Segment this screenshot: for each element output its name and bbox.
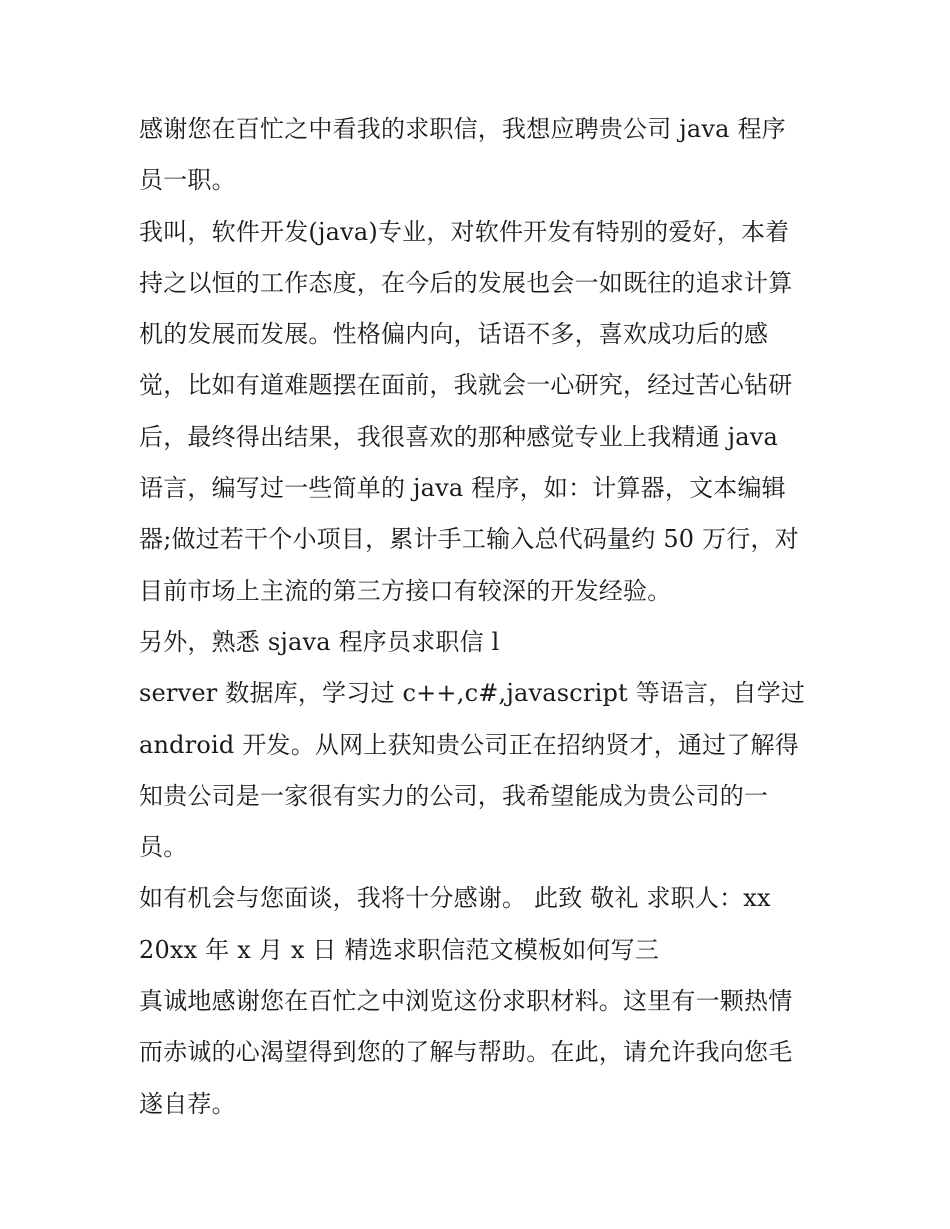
- text-line: 如有机会与您面谈，我将十分感谢。 此致 敬礼 求职人：xx: [139, 884, 771, 913]
- text-line: 遂自荐。: [139, 1089, 236, 1118]
- text-line: 真诚地感谢您在百忙之中浏览这份求职材料。这里有一颗热情: [139, 987, 793, 1016]
- text-line: 器;做过若干个小项目，累计手工输入总代码量约 50 万行，对: [139, 525, 799, 554]
- text-line: 觉，比如有道难题摆在面前，我就会一心研究，经过苦心钻研: [139, 371, 793, 400]
- text-line: 知贵公司是一家很有实力的公司，我希望能成为贵公司的一: [139, 781, 769, 810]
- text-line: 我叫，软件开发(java)专业，对软件开发有特别的爱好，本着: [139, 217, 790, 246]
- text-line: 感谢您在百忙之中看我的求职信，我想应聘贵公司 java 程序: [139, 115, 786, 143]
- text-line: 20xx 年 x 月 x 日 精选求职信范文模板如何写三: [139, 935, 660, 964]
- text-line: android 开发。从网上获知贵公司正在招纳贤才，通过了解得: [139, 730, 799, 759]
- text-line: 机的发展而发展。性格偏内向，话语不多，喜欢成功后的感: [139, 320, 769, 349]
- text-line: server 数据库，学习过 c++,c#,javascript 等语言，自学过: [139, 679, 806, 708]
- text-line: 而赤诚的心渴望得到您的了解与帮助。在此，请允许我向您毛: [139, 1038, 793, 1067]
- text-line: 后，最终得出结果，我很喜欢的那种感觉专业上我精通 java: [139, 422, 779, 451]
- text-line: 语言，编写过一些简单的 java 程序，如：计算器，文本编辑: [139, 474, 786, 503]
- text-line: 目前市场上主流的第三方接口有较深的开发经验。: [139, 576, 672, 605]
- text-line: 另外，熟悉 sjava 程序员求职信 l: [139, 627, 500, 656]
- text-line: 员一职。: [139, 166, 236, 195]
- text-line: 员。: [139, 833, 188, 862]
- text-line: 持之以恒的工作态度，在今后的发展也会一如既往的追求计算: [139, 268, 793, 297]
- cover-letter-body: [139, 104, 819, 1130]
